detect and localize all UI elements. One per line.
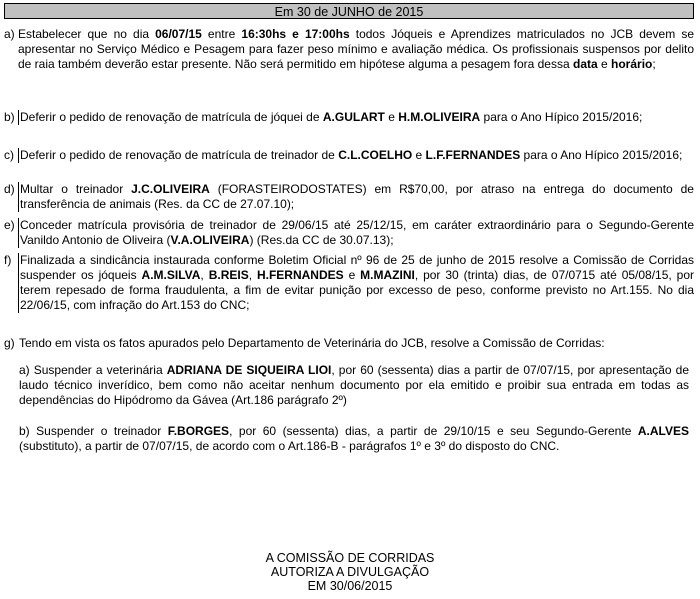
item-label: c) xyxy=(4,148,14,162)
date-header: Em 30 de JUNHO de 2015 xyxy=(4,3,694,19)
item-text: Finalizada a sindicância instaurada conforme Boletim Oficial nº 96 de 25 de junho de 2015 resolve a Comissão de Corridas suspender os jóqueis A.M.SILVA, B.REIS, H.FERNANDES e M.MAZINI, por 30 (trinta) dias, de 07/0715 até 05/08/15, por terem repesado de forma fraudulenta, a fim de evitar punição por excesso de peso, conforme previsto no Art.155. No dia 22/06/15, com infração do Art.153 do CNC; xyxy=(20,253,695,312)
footer-line: EM 30/06/2015 xyxy=(307,579,393,593)
item-label: e) xyxy=(4,218,15,232)
item-text: Conceder matrícula provisória de treinador de 29/06/15 até 25/12/15, em caráter extraordinário para o Segundo-Gerente Vanildo Antonio de Oliveira (V.A.OLIVEIRA) (Res.da CC de 30.07.13); xyxy=(20,218,694,247)
subitem-g-b: b) Suspender o treinador F.BORGES, por 60 (sessenta) dias, a partir de 29/10/15 e seu Segundo-Gerente A.ALVES (substituto), a partir de 07/07/15, de acordo com o Art.186-B - parágrafos 1º e 3º do disposto do CNC. xyxy=(19,424,689,453)
item-g xyxy=(4,336,694,351)
item-text: Multar o treinador J.C.OLIVEIRA (FORASTEIRODOSTATES) em R$70,00, por atraso na entrega do documento de transferência de animais (Res. da CC de 27.07.10); xyxy=(20,182,694,211)
subitem-g-a: a) Suspender a veterinária ADRIANA DE SIQUEIRA LIOI, por 60 (sessenta) dias a partir de 07/07/15, por apresentação de laudo técnico inverídico, bem como não aceitar nenhum documento por ela emitido e proibir sua entrada em todas as dependências do Hipódromo da Gávea (Art.186 parágrafo 2º) xyxy=(19,363,690,407)
item-text: Deferir o pedido de renovação de matrícula de jóquei de A.GULART e H.M.OLIVEIRA para o Ano Hípico 2015/2016; xyxy=(18,110,694,125)
item-c xyxy=(4,148,694,163)
item-e xyxy=(4,218,694,248)
footer-line: AUTORIZA A DIVULGAÇÃO xyxy=(270,565,430,579)
item-text: Estabelecer que no dia 06/07/15 entre 16:30hs e 17:00hs todos Jóqueis e Aprendizes matriculados no JCB devem se apresentar no Serviço Médico e Pesagem para fazer peso mínimo e avaliação médica. Os profissionais suspensos por delito de raia também deverão estar presente. Não será permitido em hipótese alguma a pesagem fora dessa data e horário; xyxy=(18,27,694,71)
item-f xyxy=(4,253,694,313)
footer-line: A COMISSÃO DE CORRIDAS xyxy=(265,551,435,565)
item-text: Deferir o pedido de renovação de matrícula de treinador de C.L.COELHO e L.F.FERNANDES para o Ano Hípico 2015/2016; xyxy=(18,148,694,163)
item-label: d) xyxy=(4,182,15,196)
item-b xyxy=(4,110,694,125)
item-d xyxy=(4,182,694,212)
item-label: b) xyxy=(4,110,15,124)
signature-block xyxy=(0,551,700,593)
item-label: g) xyxy=(4,336,15,350)
item-a xyxy=(4,27,694,72)
item-text: Tendo em vista os fatos apurados pelo Departamento de Veterinária do JCB, resolve a Comissão de Corridas: xyxy=(19,336,605,350)
item-label: f) xyxy=(4,253,12,267)
item-label: a) xyxy=(4,27,15,41)
